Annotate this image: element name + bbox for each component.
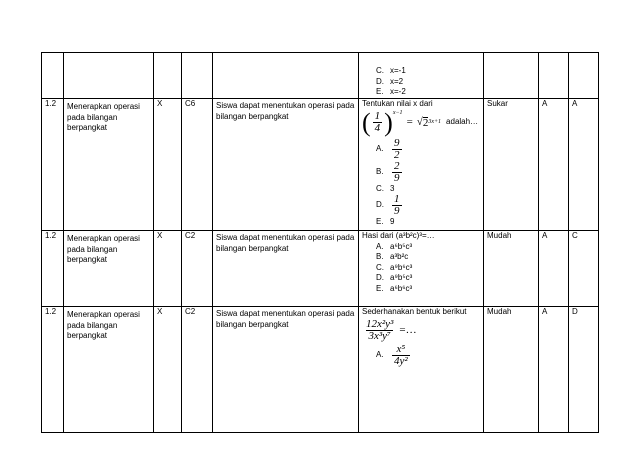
difficulty-cell: Mudah (484, 231, 539, 307)
options-cell (359, 53, 484, 99)
question-cell (359, 307, 484, 433)
key-cell: C (569, 231, 599, 307)
option-d: D. $\frac{1}{9}$ (376, 193, 400, 217)
no-cell: 1.2 (42, 307, 64, 433)
option-b: B. a³b²c (376, 252, 409, 261)
kelas-cell: X (154, 231, 182, 307)
col7-cell: A (539, 307, 569, 433)
expression: $\frac{\text{12x²y³}}{\text{3x³y⁷}}$ =… (366, 317, 417, 342)
option-e: E. a⁶b⁶c³ (376, 283, 413, 293)
key-cell: D (569, 307, 599, 433)
kelas-cell: X (154, 99, 182, 231)
option-d: D. a⁹b⁵c³ (376, 273, 413, 282)
no-cell: 1.2 (42, 99, 64, 231)
indikator-cell: Siswa dapat menentukan operasi pada bilangan berpangkat (213, 231, 359, 307)
key-cell: A (569, 99, 599, 231)
option-c: C. 3 (376, 183, 395, 193)
difficulty-cell: Sukar (484, 99, 539, 231)
table-row-continuation (42, 53, 599, 99)
option-c: C. x=-1 (376, 66, 406, 75)
question-text: Hasi dari (a³b²c)³=… (362, 231, 435, 240)
option-e: E. 9 (376, 217, 395, 226)
question-cell (359, 99, 484, 231)
equation: ( $\frac{1}{4}$ ) x−1 = √ 2 3x+1 adalah… (362, 107, 479, 137)
option-a: A. $\frac{9}{2}$ (376, 136, 400, 161)
option-d: D. x=2 (376, 76, 404, 86)
kd-cell: Menerapkan operasi pada bilangan berpangkat (64, 307, 154, 433)
table-row (42, 307, 599, 433)
question-grid-table (41, 52, 599, 433)
col7-cell: A (539, 99, 569, 231)
difficulty-cell: Mudah (484, 307, 539, 433)
question-text: Tentukan nilai x dari (362, 99, 433, 108)
option-a: A. a⁶b⁵c³ (376, 241, 413, 251)
kelas-cell: X (154, 307, 182, 433)
indikator-cell: Siswa dapat menentukan operasi pada bilangan berpangkat (213, 99, 359, 231)
question-text: Sederhanakan bentuk berikut (362, 307, 467, 316)
kd-cell: Menerapkan operasi pada bilangan berpangkat (64, 99, 154, 231)
option-a: A. $\frac{\text{x⁵}}{\text{4y²}}$ (376, 342, 408, 367)
option-e: E. x=-2 (376, 87, 406, 96)
question-cell (359, 231, 484, 307)
kd-cell: Menerapkan operasi pada bilangan berpangkat (64, 231, 154, 307)
level-cell: C6 (182, 99, 213, 231)
table-row (42, 231, 599, 307)
no-cell: 1.2 (42, 231, 64, 307)
option-c: C. a⁹b⁶c³ (376, 262, 413, 272)
level-cell: C2 (182, 307, 213, 433)
table-row (42, 99, 599, 231)
level-cell: C2 (182, 231, 213, 307)
col7-cell: A (539, 231, 569, 307)
indikator-cell: Siswa dapat menentukan operasi pada bilangan berpangkat (213, 307, 359, 433)
option-b: B. $\frac{2}{9}$ (376, 159, 400, 184)
